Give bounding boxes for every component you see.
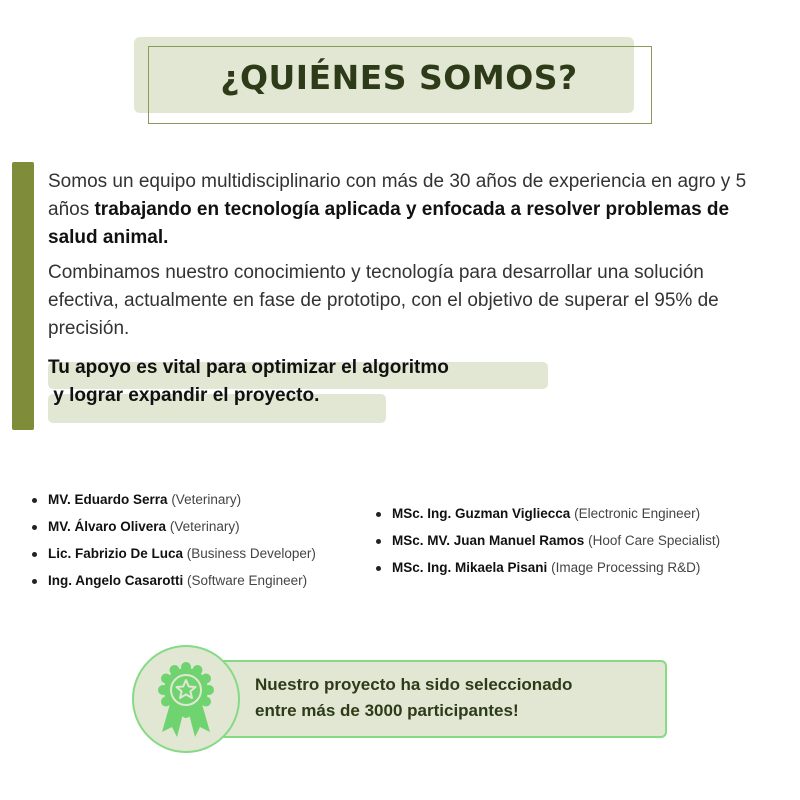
list-item — [376, 505, 720, 532]
member-name: Ing. Angelo Casarotti — [48, 573, 184, 588]
cta-line-1: Tu apoyo es vital para optimizar el algoritmo — [48, 357, 449, 378]
member-role: (Business Developer) — [186, 546, 316, 561]
badge-line-2: entre más de 3000 participantes! — [255, 701, 519, 720]
award-ribbon-star-icon — [150, 660, 222, 740]
list-item — [376, 559, 720, 586]
member-name: MSc. Ing. Guzman Vigliecca — [392, 506, 571, 521]
member-role: (Software Engineer) — [187, 573, 308, 588]
list-item — [32, 545, 316, 572]
member-name: MV. Eduardo Serra — [48, 492, 168, 507]
team-list-right — [376, 505, 720, 586]
team-list-left — [32, 491, 316, 599]
list-item — [32, 572, 316, 599]
member-name: MV. Álvaro Olivera — [48, 519, 167, 534]
cta-line-2: y lograr expandir el proyecto. — [48, 385, 320, 406]
intro-paragraph-2: Combinamos nuestro conocimiento y tecnología para desarrollar una solución efectiva, actualmente en fase de prototipo, con el objetivo de superar el 95% de precisión. — [48, 262, 719, 339]
intro-text-normal: Somos un equipo multidisciplinario con más de 30 años de experiencia en agro y 5 años — [48, 171, 747, 220]
intro-text-bold: trabajando en tecnología aplicada y enfocada a resolver problemas de salud animal. — [48, 199, 730, 248]
intro-paragraph-1 — [48, 168, 778, 252]
list-item — [32, 518, 316, 545]
member-role: (Hoof Care Specialist) — [588, 533, 721, 548]
badge-line-1: Nuestro proyecto ha sido seleccionado — [255, 675, 573, 694]
intro-section — [48, 168, 778, 350]
list-item — [32, 491, 316, 518]
member-name: MSc. Ing. Mikaela Pisani — [392, 560, 548, 575]
page-title: ¿QUIÉNES SOMOS? — [220, 57, 578, 97]
member-name: MSc. MV. Juan Manuel Ramos — [392, 533, 585, 548]
accent-bar — [12, 162, 34, 430]
member-name: Lic. Fabrizio De Luca — [48, 546, 184, 561]
member-role: (Veterinary) — [171, 492, 242, 507]
member-role: (Electronic Engineer) — [574, 506, 701, 521]
list-item — [376, 532, 720, 559]
title-block — [134, 37, 654, 127]
member-role: (Veterinary) — [169, 519, 240, 534]
badge-text — [255, 672, 572, 724]
member-role: (Image Processing R&D) — [551, 560, 701, 575]
